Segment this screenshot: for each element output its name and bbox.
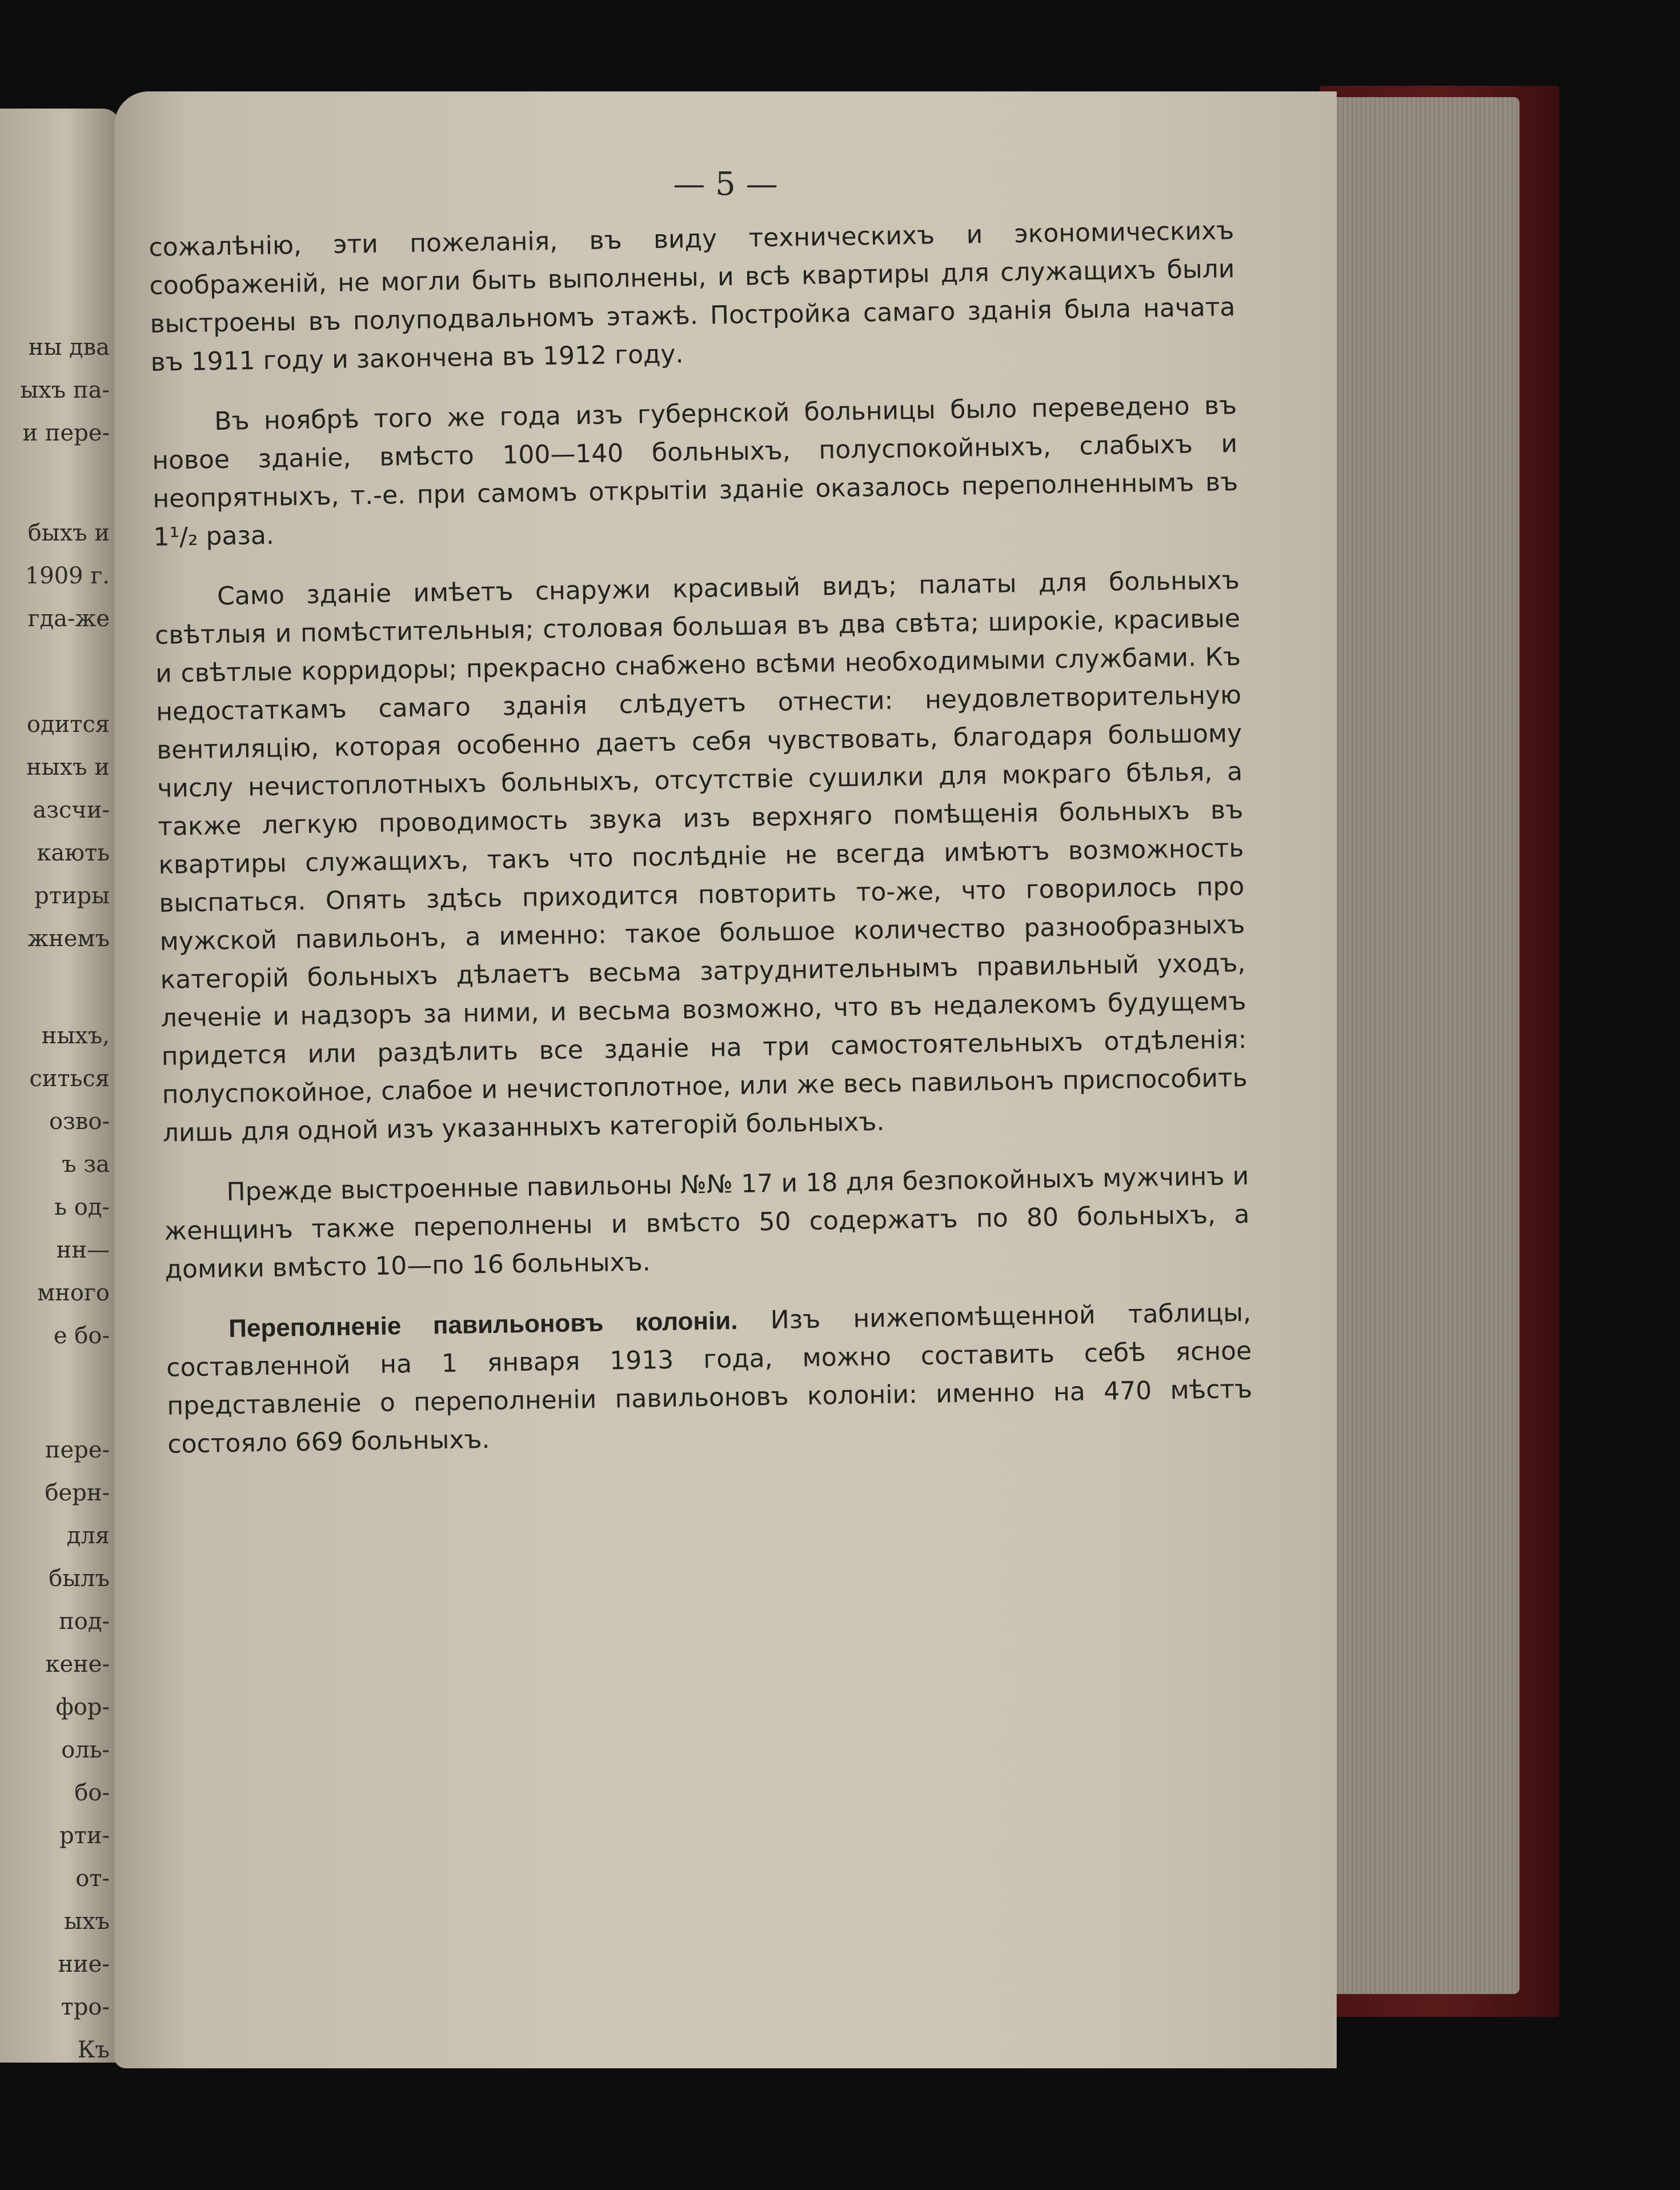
left-fragment: быхъ и [27,520,110,546]
left-fragment: гда-же [27,606,110,632]
left-fragment: пере- [45,1437,110,1463]
left-fragment: рти- [59,1823,110,1849]
left-fragment: ъ за [62,1151,110,1178]
paragraph: сожалѣнію, эти пожеланія, въ виду техническихъ и экономическихъ соображеній, не могли быть выполнены, и всѣ квартиры для служащихъ были выстроены въ полуподвальномъ этажѣ. Постройка самаго зданія была начата въ 1911 году и закончена въ 1912 году. [149,216,1236,377]
section-lead: Переполненіе павильоновъ колоніи. [228,1307,738,1343]
paragraph-text: Изъ нижепомѣщенной таблицы, составленной на 1 января 1913 года, можно составить себѣ ясное представленіе о переполненіи павильоновъ колоніи: именно на 470 мѣстъ состояло 669 больныхъ. [166,1298,1253,1459]
left-fragment: ь од- [54,1194,110,1220]
left-fragment: берн- [45,1480,110,1506]
left-fragment: ртиры [34,883,110,909]
left-fragment: ыхъ па- [20,377,110,403]
left-fragment: много [37,1280,110,1306]
left-fragment: ние- [58,1951,110,1977]
left-fragment: фор- [55,1694,110,1720]
left-fragment: и пере- [22,420,110,446]
book-page [114,91,1337,2068]
left-fragment: Къ [77,2037,110,2063]
left-fragment: ны два [28,334,110,361]
left-fragment: 1909 г. [25,563,110,589]
paragraph: Прежде выстроенные павильоны №№ 17 и 18 для безпокойныхъ мужчинъ и женщинъ также переполнены и вмѣсто 50 содержатъ по 80 больныхъ, а домики вмѣсто 10—по 16 больныхъ. [164,1161,1250,1284]
left-fragment: жнемъ [27,926,110,952]
left-fragment: под- [59,1608,110,1635]
page-body [149,211,1253,1486]
left-fragment: нн— [56,1237,110,1263]
paragraph: Въ ноябрѣ того же года изъ губернской больницы было переведено въ новое зданіе, вмѣсто 100—140 больныхъ, полуспокойныхъ, слабыхъ и неопрятныхъ, т.-е. при самомъ открытіи зданіе оказалось переполненнымъ въ 1¹/₂ раза. [151,391,1238,552]
left-fragment: ситься [29,1066,110,1092]
left-fragment: тро- [61,1994,110,2020]
previous-page [0,109,120,2063]
left-fragment: одится [26,711,110,738]
left-fragment: ныхъ и [26,754,110,780]
left-fragment: кають [37,840,110,866]
left-fragment: кене- [45,1651,110,1677]
left-fragment: азсчи- [33,797,110,823]
left-fragment: былъ [49,1566,110,1592]
page-edges [1331,97,1519,1994]
left-fragment: ыхъ [64,1908,110,1935]
left-fragment: бо- [74,1780,110,1806]
left-fragment: озво- [49,1108,110,1135]
left-fragment: оль- [61,1737,110,1763]
paragraph [166,1294,1253,1464]
left-fragment: ныхъ, [41,1023,110,1049]
left-fragment: е бо- [53,1323,110,1349]
left-fragment: от- [75,1865,110,1892]
page-number: — 5 — [673,166,778,203]
left-fragment: для [66,1523,110,1549]
paragraph: Само зданіе имѣетъ снаружи красивый видъ; палаты для больныхъ свѣтлыя и помѣстительныя; столовая большая въ два свѣта; широкіе, красивые и свѣтлые корридоры; прекрасно снабжено всѣми необходимыми службами. Къ недостаткамъ самаго зданія слѣдуетъ отнести: неудовлетворительную вентиляцію, которая особенно даетъ себя чувствовать, благодаря большому числу нечистоплотныхъ больныхъ, отсутствіе сушилки для мокраго бѣлья, а также легкую проводимость звука изъ верхняго помѣщенія больныхъ въ квартиры служащихъ, такъ что послѣдніе не всегда имѣютъ возможность выспаться. Опять здѣсь приходится повторить то-же, что говорилось про мужской павильонъ, а именно: такое большое количество разнообразныхъ категорій больныхъ дѣлаетъ весьма затруднительнымъ правильный уходъ, леченіе и надзоръ за ними, и весьма возможно, что въ недалекомъ будущемъ придется или раздѣлить все зданіе на три самостоятельныхъ отдѣленія: полуспокойное, слабое и нечистоплотное, или же весь павильонъ приспособить лишь для одной изъ указанныхъ категорій больныхъ. [154,566,1248,1148]
